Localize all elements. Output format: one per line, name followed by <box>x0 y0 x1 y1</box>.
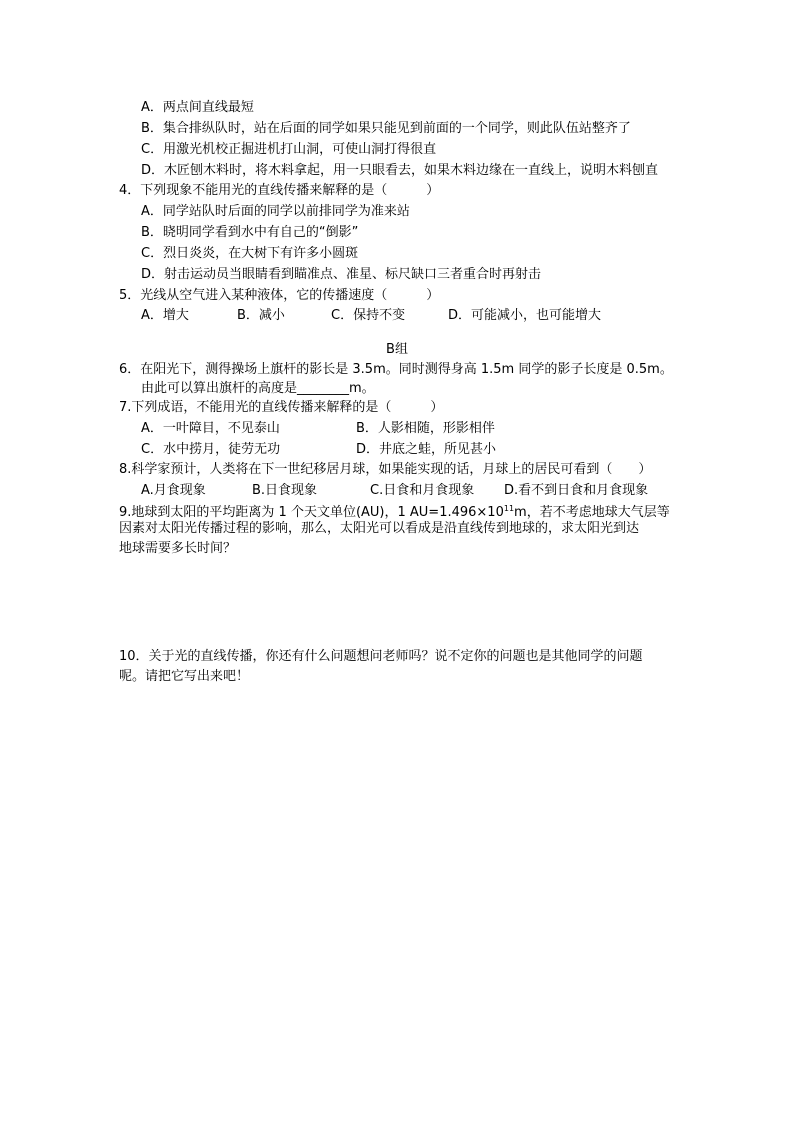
q6-line-2: 由此可以算出旗杆的高度是________m。 <box>141 381 375 396</box>
q3-option-b: B．集合排纵队时，站在后面的同学如果只能见到前面的一个同学，则此队伍站整齐了 <box>141 121 631 136</box>
q7-options-row-1 <box>141 419 495 438</box>
q9-line-1-text-b: m，若不考虑地球大气层等 <box>514 505 670 520</box>
q3-option-a: A．两点间直线最短 <box>141 100 254 115</box>
q7-option-c: C．水中捞月，徒劳无功 <box>141 442 281 457</box>
q4-stem: 4．下列现象不能用光的直线传播来解释的是（ ） <box>119 183 440 198</box>
q3-option-d: D．木匠刨木料时，将木料拿起，用一只眼看去，如果木料边缘在一直线上，说明木料刨直 <box>141 163 659 178</box>
q7-option-d: D．井底之蛙，所见甚小 <box>356 442 497 457</box>
q5-option-b: B．减小 <box>237 308 285 323</box>
q6-line-1: 6．在阳光下，测得操场上旗杆的影长是 3.5m。同时测得身高 1.5m 同学的影子长度是 0.5m。 <box>119 362 673 377</box>
q4-option-c: C．烈日炎炎，在大树下有许多小圆斑 <box>141 246 359 261</box>
q9-exponent: 11 <box>503 504 515 513</box>
q10-line-2: 呢。请把它写出来吧！ <box>119 669 250 684</box>
q8-option-b: B.日食现象 <box>252 483 318 498</box>
q5-stem: 5．光线从空气进入某种液体，它的传播速度（ ） <box>119 288 440 303</box>
q7-option-a: A．一叶障目，不见泰山 <box>141 421 280 436</box>
q7-options-row-2 <box>141 440 496 459</box>
q8-options <box>141 481 648 500</box>
q8-stem: 8.科学家预计，人类将在下一世纪移居月球，如果能实现的话，月球上的居民可看到（ ） <box>119 462 652 477</box>
q9-line-3: 地球需要多长时间？ <box>119 541 237 556</box>
q4-option-a: A．同学站队时后面的同学以前排同学为准来站 <box>141 204 410 219</box>
q9-line-1-text-a: 9.地球到太阳的平均距离为 1 个天文单位(AU)，1 AU=1.496×10 <box>119 505 504 520</box>
q7-stem: 7.下列成语，不能用光的直线传播来解释的是（ ） <box>119 400 444 415</box>
q8-option-a: A.月食现象 <box>141 483 206 498</box>
section-b-heading: B组 <box>386 342 408 357</box>
q5-options <box>141 306 601 325</box>
q3-option-c: C．用激光机校正掘进机打山洞，可使山洞打得很直 <box>141 142 437 157</box>
q10-line-1: 10．关于光的直线传播，你还有什么问题想问老师吗？说不定你的问题也是其他同学的问题 <box>119 649 643 664</box>
q4-option-d: D．射击运动员当眼睛看到瞄准点、准星、标尺缺口三者重合时再射击 <box>141 267 542 282</box>
q5-option-d: D．可能减小，也可能增大 <box>448 308 602 323</box>
q5-option-a: A．增大 <box>141 308 189 323</box>
q9-line-2: 因素对太阳光传播过程的影响，那么，太阳光可以看成是沿直线传到地球的，求太阳光到达 <box>119 521 640 536</box>
q4-option-b: B．晓明同学看到水中有自己的“倒影” <box>141 225 359 240</box>
q8-option-c: C.日食和月食现象 <box>370 483 475 498</box>
q7-option-b: B．人影相随，形影相伴 <box>356 421 495 436</box>
q5-option-c: C．保持不变 <box>331 308 406 323</box>
q8-option-d: D.看不到日食和月食现象 <box>504 483 649 498</box>
